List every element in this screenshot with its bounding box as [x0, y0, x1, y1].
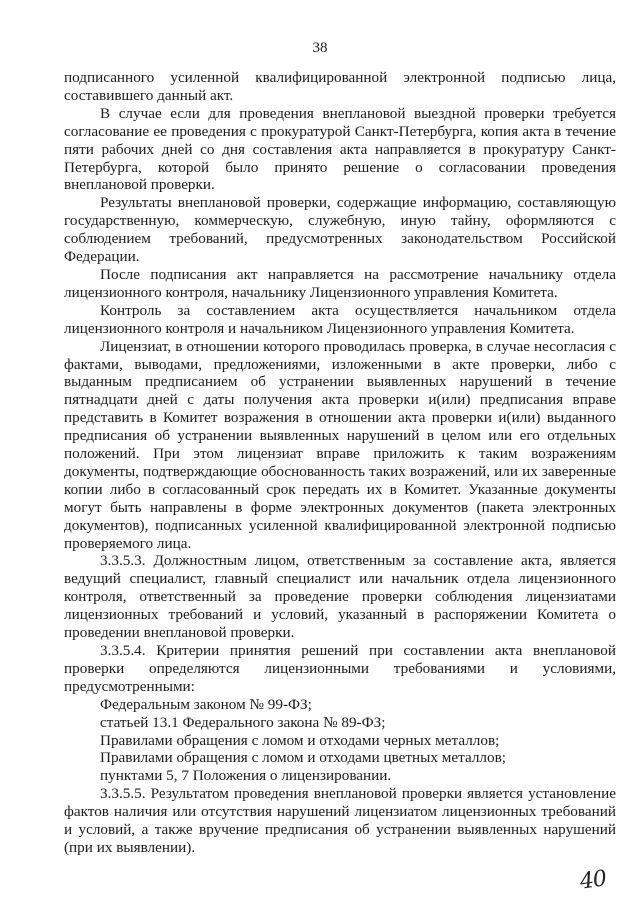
page-number: 38	[312, 40, 328, 56]
list-item: статьей 13.1 Федерального закона № 89-ФЗ;	[100, 713, 386, 731]
paragraph: Лицензиат, в отношении которого проводилась проверка, в случае несогласия с фактами, выводами, предложениями, изложенными в акте проверки, либо с выданным предписанием об устранении выявленных нарушений в течение пятнадцати дней с даты получения акта проверки и(или) предписания вправе представить в Комитет возражения в отношении акта проверки и(или) выданного предписания об устранении выявленных нарушений в целом или его отдельных положений. При этом лицензиат вправе приложить к таким возражениям документы, подтверждающие обоснованность таких возражений, или их заверенные копии либо в согласованный срок передать их в Комитет. Указанные документы могут быть направлены в форме электронных документов (пакета электронных документов), подписанных усиленной квалифицированной электронной подписью проверяемого лица.	[64, 337, 616, 552]
paragraph: В случае если для проведения внеплановой выездной проверки требуется согласование ее проведения с прокуратурой Санкт-Петербурга, копия акта в течение пяти рабочих дней со дня составления акта направляется в прокуратуру Санкт-Петербурга, которой было принято решение о согласовании проведения внеплановой проверки.	[64, 104, 616, 194]
paragraph: 3.3.5.5. Результатом проведения внеплановой проверки является установление фактов наличия или отсутствия нарушений лицензиатом лицензионных требований и условий, а также вручение предписания об устранении выявленных нарушений (при их выявлении).	[64, 785, 616, 856]
handwritten-page-mark: 40	[578, 866, 608, 895]
list-item: Федеральным законом № 99-ФЗ;	[100, 695, 312, 713]
paragraph: подписанного усиленной квалифицированной электронной подписью лица, составившего данный акт.	[64, 69, 616, 104]
list-item: пунктами 5, 7 Положения о лицензировании.	[100, 767, 392, 785]
paragraph: Результаты внеплановой проверки, содержащие информацию, составляющую государственную, коммерческую, служебную, иную тайну, оформляются с соблюдением требований, предусмотренных законодательством Российской Федерации.	[64, 194, 616, 266]
paragraph: После подписания акт направляется на рассмотрение начальнику отдела лицензионного контроля, начальнику Лицензионного управления Комитета.	[64, 265, 616, 301]
list-item: Правилами обращения с ломом и отходами цветных металлов;	[100, 749, 506, 767]
document-body	[64, 69, 616, 857]
paragraph: Контроль за составлением акта осуществляется начальником отдела лицензионного контроля и начальником Лицензионного управления Комитета.	[64, 301, 616, 337]
list-item: Правилами обращения с ломом и отходами черных металлов;	[100, 731, 500, 749]
paragraph: 3.3.5.4. Критерии принятия решений при составлении акта внеплановой проверки определяются лицензионными требованиями и условиями, предусмотренными:	[64, 642, 616, 695]
paragraph: 3.3.5.3. Должностным лицом, ответственным за составление акта, является ведущий специалист, главный специалист или начальник отдела лицензионного контроля, ответственный за проведение проверки соблюдения лицензиатами лицензионных требований и условий, указанный в распоряжении Комитета о проведении внеплановой проверки.	[64, 552, 616, 642]
